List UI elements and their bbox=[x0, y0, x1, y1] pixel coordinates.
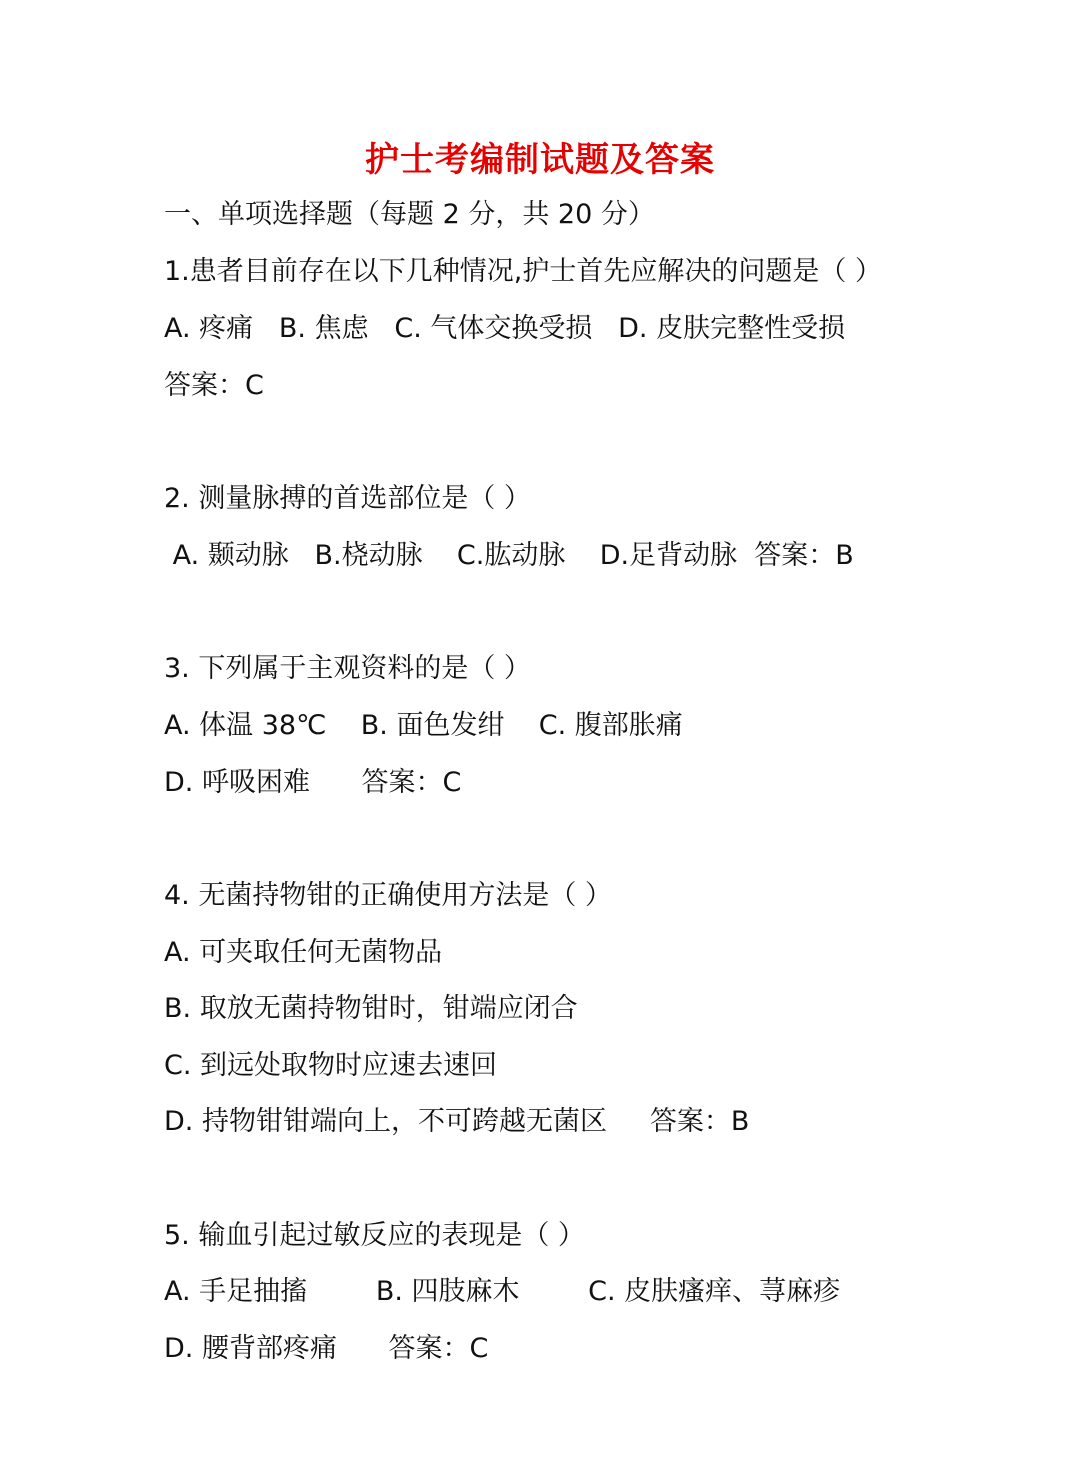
question-1-options: A. 疼痛 B. 焦虑 C. 气体交换受损 D. 皮肤完整性受损 bbox=[164, 313, 846, 344]
question-3-answer: D. 呼吸困难 答案：C bbox=[164, 767, 462, 798]
question-2-stem: 2. 测量脉搏的首选部位是（ ） bbox=[164, 483, 531, 514]
question-4-option-c: C. 到远处取物时应速去速回 bbox=[164, 1050, 498, 1081]
question-4-option-b: B. 取放无菌持物钳时，钳端应闭合 bbox=[164, 993, 578, 1024]
question-5-stem: 5. 输血引起过敏反应的表现是（ ） bbox=[164, 1220, 585, 1251]
question-5-options: A. 手足抽搐 B. 四肢麻木 C. 皮肤瘙痒、荨麻疹 bbox=[164, 1276, 841, 1307]
question-1-stem: 1.患者目前存在以下几种情况,护士首先应解决的问题是（ ） bbox=[164, 256, 882, 287]
question-5-answer: D. 腰背部疼痛 答案：C bbox=[164, 1333, 489, 1364]
question-3-stem: 3. 下列属于主观资料的是（ ） bbox=[164, 653, 531, 684]
question-1-answer: 答案：C bbox=[164, 370, 264, 401]
question-4-option-d-answer: D. 持物钳钳端向上，不可跨越无菌区 答案：B bbox=[164, 1106, 750, 1137]
question-4-option-a: A. 可夹取任何无菌物品 bbox=[164, 937, 443, 968]
question-4-stem: 4. 无菌持物钳的正确使用方法是（ ） bbox=[164, 880, 612, 911]
section-heading: 一、单项选择题（每题 2 分，共 20 分） bbox=[164, 199, 655, 230]
question-3-options: A. 体温 38℃ B. 面色发绀 C. 腹部胀痛 bbox=[164, 710, 683, 741]
question-2-options: A. 颞动脉 B.桡动脉 C.肱动脉 D.足背动脉 答案：B bbox=[164, 540, 854, 571]
page-title: 护士考编制试题及答案 bbox=[365, 140, 715, 180]
